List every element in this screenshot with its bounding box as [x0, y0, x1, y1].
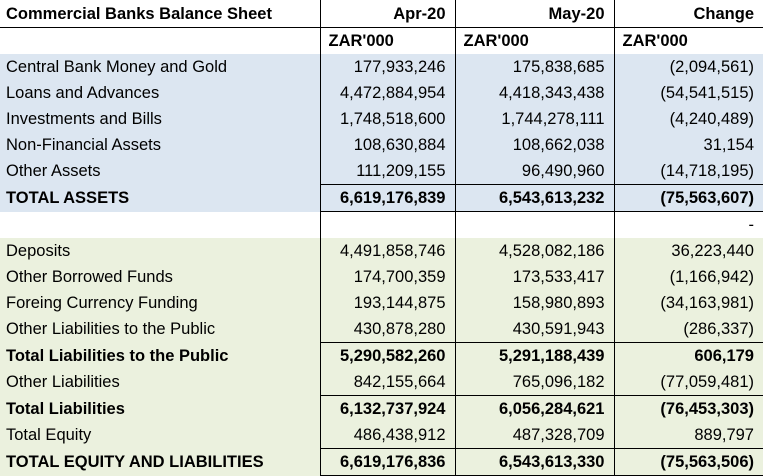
table-row: [0, 106, 763, 132]
cell-change: 889,797: [614, 422, 763, 449]
cell-may: 1,744,278,111: [455, 106, 614, 132]
cell-apr: 111,209,155: [320, 158, 455, 185]
row-label: TOTAL EQUITY AND LIABILITIES: [0, 449, 320, 476]
table-row: [0, 290, 763, 316]
cell-may: 430,591,943: [455, 316, 614, 343]
cell-change: (2,094,561): [614, 54, 763, 80]
cell-may: 158,980,893: [455, 290, 614, 316]
cell-change: (54,541,515): [614, 80, 763, 106]
cell-may: 6,056,284,621: [455, 396, 614, 423]
row-label: Other Liabilities to the Public: [0, 316, 320, 343]
cell-may: 108,662,038: [455, 132, 614, 158]
table-row: [0, 316, 763, 343]
cell-apr: 430,878,280: [320, 316, 455, 343]
table-row: [0, 158, 763, 185]
cell-change: (75,563,506): [614, 449, 763, 476]
cell-change: 606,179: [614, 343, 763, 370]
row-label: Other Borrowed Funds: [0, 264, 320, 290]
spacer-dash: -: [614, 212, 763, 239]
row-label: Investments and Bills: [0, 106, 320, 132]
unit-apr: ZAR'000: [320, 28, 455, 55]
sheet-title: Commercial Banks Balance Sheet: [0, 0, 320, 28]
cell-apr: 5,290,582,260: [320, 343, 455, 370]
table-row: [0, 264, 763, 290]
cell-change: (34,163,981): [614, 290, 763, 316]
header-change: Change: [614, 0, 763, 28]
spacer-row: [0, 212, 763, 239]
cell-change: (1,166,942): [614, 264, 763, 290]
row-label: Total Equity: [0, 422, 320, 449]
cell-may: 173,533,417: [455, 264, 614, 290]
spacer-cell: [455, 212, 614, 239]
row-label: Foreing Currency Funding: [0, 290, 320, 316]
header-row: [0, 0, 763, 28]
table-row: [0, 80, 763, 106]
cell-may: 4,418,343,438: [455, 80, 614, 106]
cell-change: 36,223,440: [614, 238, 763, 264]
row-label: Deposits: [0, 238, 320, 264]
unit-change: ZAR'000: [614, 28, 763, 55]
cell-apr: 486,438,912: [320, 422, 455, 449]
table-row: [0, 343, 763, 370]
table-row: [0, 132, 763, 158]
row-label: TOTAL ASSETS: [0, 185, 320, 212]
table-row: [0, 396, 763, 423]
row-label: Loans and Advances: [0, 80, 320, 106]
cell-apr: 6,619,176,839: [320, 185, 455, 212]
row-label: Central Bank Money and Gold: [0, 54, 320, 80]
row-label: Non-Financial Assets: [0, 132, 320, 158]
header-may: May-20: [455, 0, 614, 28]
cell-apr: 6,619,176,836: [320, 449, 455, 476]
cell-change: (286,337): [614, 316, 763, 343]
row-label: Total Liabilities to the Public: [0, 343, 320, 370]
cell-apr: 108,630,884: [320, 132, 455, 158]
cell-change: (14,718,195): [614, 158, 763, 185]
cell-may: 5,291,188,439: [455, 343, 614, 370]
unit-may: ZAR'000: [455, 28, 614, 55]
cell-may: 6,543,613,232: [455, 185, 614, 212]
spacer-cell: [320, 212, 455, 239]
table-row: [0, 238, 763, 264]
cell-change: (4,240,489): [614, 106, 763, 132]
cell-may: 4,528,082,186: [455, 238, 614, 264]
table-row: [0, 54, 763, 80]
cell-may: 487,328,709: [455, 422, 614, 449]
cell-apr: 174,700,359: [320, 264, 455, 290]
cell-apr: 177,933,246: [320, 54, 455, 80]
cell-apr: 4,472,884,954: [320, 80, 455, 106]
unit-spacer: [0, 28, 320, 55]
cell-may: 96,490,960: [455, 158, 614, 185]
unit-row: [0, 28, 763, 55]
cell-apr: 1,748,518,600: [320, 106, 455, 132]
cell-change: 31,154: [614, 132, 763, 158]
cell-change: (75,563,607): [614, 185, 763, 212]
cell-may: 6,543,613,330: [455, 449, 614, 476]
row-label: Total Liabilities: [0, 396, 320, 423]
cell-apr: 842,155,664: [320, 369, 455, 396]
cell-apr: 193,144,875: [320, 290, 455, 316]
cell-may: 175,838,685: [455, 54, 614, 80]
table-row: [0, 422, 763, 449]
row-label: Other Liabilities: [0, 369, 320, 396]
spacer-cell: [0, 212, 320, 239]
cell-change: (77,059,481): [614, 369, 763, 396]
header-apr: Apr-20: [320, 0, 455, 28]
table-row: [0, 449, 763, 476]
cell-may: 765,096,182: [455, 369, 614, 396]
cell-apr: 6,132,737,924: [320, 396, 455, 423]
row-label: Other Assets: [0, 158, 320, 185]
cell-change: (76,453,303): [614, 396, 763, 423]
table-row: [0, 369, 763, 396]
total-assets-row: [0, 185, 763, 212]
cell-apr: 4,491,858,746: [320, 238, 455, 264]
